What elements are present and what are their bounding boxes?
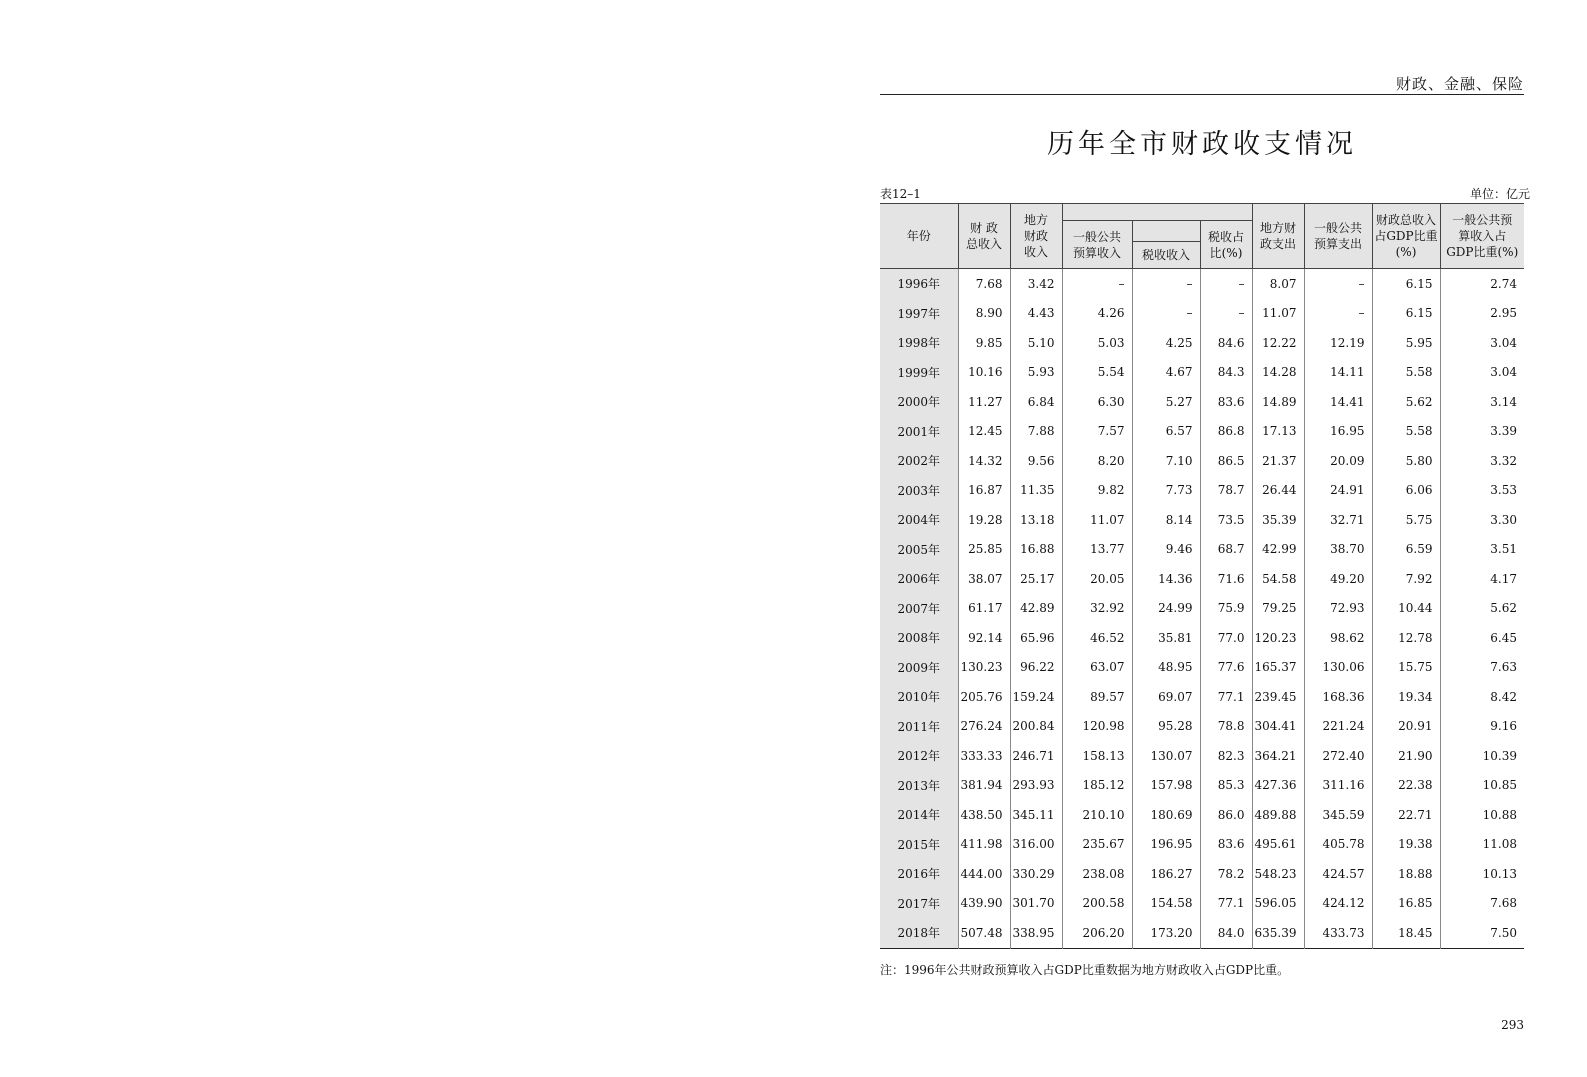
value-cell: 548.23 — [1252, 859, 1304, 889]
value-cell: 68.7 — [1200, 535, 1252, 565]
value-cell: 130.07 — [1132, 741, 1200, 771]
value-cell: 11.08 — [1440, 830, 1524, 860]
value-cell: 3.51 — [1440, 535, 1524, 565]
value-cell: 120.23 — [1252, 623, 1304, 653]
value-cell: 330.29 — [1010, 859, 1062, 889]
year-cell: 2012年 — [880, 741, 958, 771]
value-cell: 7.88 — [1010, 417, 1062, 447]
year-cell: 2015年 — [880, 830, 958, 860]
value-cell: 239.45 — [1252, 682, 1304, 712]
value-cell: 433.73 — [1304, 918, 1372, 948]
table-note: 注：1996年公共财政预算收入占GDP比重数据为地方财政收入占GDP比重。 — [880, 963, 1290, 977]
value-cell: 154.58 — [1132, 889, 1200, 919]
year-cell: 2013年 — [880, 771, 958, 801]
value-cell: 424.12 — [1304, 889, 1372, 919]
value-cell: 85.3 — [1200, 771, 1252, 801]
value-cell: 35.39 — [1252, 505, 1304, 535]
table-row — [880, 299, 1524, 329]
value-cell: 5.62 — [1440, 594, 1524, 624]
value-cell: 82.3 — [1200, 741, 1252, 771]
value-cell: 49.20 — [1304, 564, 1372, 594]
table-row — [880, 476, 1524, 506]
value-cell: 345.11 — [1010, 800, 1062, 830]
page-title: 历年全市财政收支情况 — [1047, 129, 1357, 160]
value-cell: 6.57 — [1132, 417, 1200, 447]
value-cell: 6.59 — [1372, 535, 1440, 565]
value-cell: 5.27 — [1132, 387, 1200, 417]
value-cell: 507.48 — [958, 918, 1010, 948]
year-cell: 2005年 — [880, 535, 958, 565]
table-row — [880, 859, 1524, 889]
value-cell: 77.1 — [1200, 889, 1252, 919]
table-row — [880, 682, 1524, 712]
value-cell: 77.1 — [1200, 682, 1252, 712]
value-cell: 635.39 — [1252, 918, 1304, 948]
value-cell: 157.98 — [1132, 771, 1200, 801]
table-row — [880, 535, 1524, 565]
value-cell: 14.36 — [1132, 564, 1200, 594]
value-cell: 495.61 — [1252, 830, 1304, 860]
value-cell: 4.25 — [1132, 328, 1200, 358]
value-cell: 8.14 — [1132, 505, 1200, 535]
value-cell: 12.78 — [1372, 623, 1440, 653]
value-cell: 32.71 — [1304, 505, 1372, 535]
value-cell: 5.62 — [1372, 387, 1440, 417]
value-cell: 130.23 — [958, 653, 1010, 683]
table-row — [880, 830, 1524, 860]
value-cell: 130.06 — [1304, 653, 1372, 683]
value-cell: 89.57 — [1062, 682, 1132, 712]
value-cell: 9.82 — [1062, 476, 1132, 506]
value-cell: 14.41 — [1304, 387, 1372, 417]
value-cell: 38.70 — [1304, 535, 1372, 565]
value-cell: 18.88 — [1372, 859, 1440, 889]
value-cell: 78.2 — [1200, 859, 1252, 889]
value-cell: 24.91 — [1304, 476, 1372, 506]
value-cell: 42.89 — [1010, 594, 1062, 624]
value-cell: 6.15 — [1372, 299, 1440, 329]
year-cell: 1998年 — [880, 328, 958, 358]
table-row — [880, 564, 1524, 594]
value-cell: 3.42 — [1010, 269, 1062, 299]
value-cell: 338.95 — [1010, 918, 1062, 948]
value-cell: 7.73 — [1132, 476, 1200, 506]
value-cell: – — [1132, 269, 1200, 299]
value-cell: 5.58 — [1372, 417, 1440, 447]
value-cell: 19.28 — [958, 505, 1010, 535]
value-cell: 22.71 — [1372, 800, 1440, 830]
value-cell: 381.94 — [958, 771, 1010, 801]
header-tax-revenue: 税收收入 — [1132, 242, 1200, 269]
header-total-revenue: 财 政 总收入 — [958, 204, 1010, 269]
value-cell: 7.57 — [1062, 417, 1132, 447]
value-cell: 63.07 — [1062, 653, 1132, 683]
value-cell: 304.41 — [1252, 712, 1304, 742]
value-cell: 86.5 — [1200, 446, 1252, 476]
value-cell: 65.96 — [1010, 623, 1062, 653]
value-cell: – — [1200, 299, 1252, 329]
value-cell: 84.0 — [1200, 918, 1252, 948]
value-cell: 196.95 — [1132, 830, 1200, 860]
table-number: 表12–1 — [880, 187, 921, 201]
value-cell: 10.16 — [958, 358, 1010, 388]
value-cell: 8.20 — [1062, 446, 1132, 476]
value-cell: 92.14 — [958, 623, 1010, 653]
value-cell: 18.45 — [1372, 918, 1440, 948]
value-cell: 22.38 — [1372, 771, 1440, 801]
table-row — [880, 594, 1524, 624]
value-cell: 3.30 — [1440, 505, 1524, 535]
header-general-budget-gdp: 一般公共预 算收入占 GDP比重(%) — [1440, 204, 1524, 269]
value-cell: 9.16 — [1440, 712, 1524, 742]
value-cell: – — [1200, 269, 1252, 299]
value-cell: 158.13 — [1062, 741, 1132, 771]
value-cell: 7.68 — [958, 269, 1010, 299]
year-cell: 2000年 — [880, 387, 958, 417]
value-cell: 17.13 — [1252, 417, 1304, 447]
value-cell: 411.98 — [958, 830, 1010, 860]
value-cell: 4.67 — [1132, 358, 1200, 388]
value-cell: 3.04 — [1440, 358, 1524, 388]
table-row — [880, 800, 1524, 830]
value-cell: 7.92 — [1372, 564, 1440, 594]
value-cell: 5.93 — [1010, 358, 1062, 388]
value-cell: 20.09 — [1304, 446, 1372, 476]
value-cell: 46.52 — [1062, 623, 1132, 653]
value-cell: 12.19 — [1304, 328, 1372, 358]
value-cell: 11.07 — [1252, 299, 1304, 329]
value-cell: 25.17 — [1010, 564, 1062, 594]
year-cell: 1999年 — [880, 358, 958, 388]
value-cell: 54.58 — [1252, 564, 1304, 594]
value-cell: 185.12 — [1062, 771, 1132, 801]
value-cell: 16.95 — [1304, 417, 1372, 447]
value-cell: 276.24 — [958, 712, 1010, 742]
value-cell: 3.04 — [1440, 328, 1524, 358]
value-cell: 5.95 — [1372, 328, 1440, 358]
value-cell: 42.99 — [1252, 535, 1304, 565]
value-cell: 7.68 — [1440, 889, 1524, 919]
value-cell: 12.22 — [1252, 328, 1304, 358]
value-cell: 159.24 — [1010, 682, 1062, 712]
value-cell: 120.98 — [1062, 712, 1132, 742]
value-cell: 7.63 — [1440, 653, 1524, 683]
value-cell: 14.32 — [958, 446, 1010, 476]
header-blank — [1132, 221, 1200, 242]
value-cell: – — [1132, 299, 1200, 329]
year-cell: 2017年 — [880, 889, 958, 919]
table-row — [880, 771, 1524, 801]
value-cell: 180.69 — [1132, 800, 1200, 830]
value-cell: 20.91 — [1372, 712, 1440, 742]
table-row — [880, 712, 1524, 742]
value-cell: 13.18 — [1010, 505, 1062, 535]
value-cell: 75.9 — [1200, 594, 1252, 624]
table-row — [880, 328, 1524, 358]
value-cell: 35.81 — [1132, 623, 1200, 653]
value-cell: 48.95 — [1132, 653, 1200, 683]
table-row — [880, 387, 1524, 417]
header-local-expenditure: 地方财 政支出 — [1252, 204, 1304, 269]
value-cell: 206.20 — [1062, 918, 1132, 948]
table-wrapper — [880, 203, 1524, 949]
value-cell: 238.08 — [1062, 859, 1132, 889]
value-cell: 316.00 — [1010, 830, 1062, 860]
value-cell: 345.59 — [1304, 800, 1372, 830]
value-cell: 8.07 — [1252, 269, 1304, 299]
value-cell: 3.14 — [1440, 387, 1524, 417]
header-total-revenue-gdp: 财政总收入 占GDP比重 (%) — [1372, 204, 1440, 269]
value-cell: 7.50 — [1440, 918, 1524, 948]
value-cell: 272.40 — [1304, 741, 1372, 771]
value-cell: 72.93 — [1304, 594, 1372, 624]
year-cell: 1997年 — [880, 299, 958, 329]
value-cell: 5.58 — [1372, 358, 1440, 388]
value-cell: 8.90 — [958, 299, 1010, 329]
value-cell: 3.53 — [1440, 476, 1524, 506]
value-cell: 11.27 — [958, 387, 1010, 417]
table-row — [880, 918, 1524, 948]
header-rule — [880, 94, 1524, 95]
value-cell: 200.58 — [1062, 889, 1132, 919]
value-cell: 86.8 — [1200, 417, 1252, 447]
value-cell: 73.5 — [1200, 505, 1252, 535]
value-cell: 5.03 — [1062, 328, 1132, 358]
value-cell: 5.10 — [1010, 328, 1062, 358]
value-cell: 11.07 — [1062, 505, 1132, 535]
value-cell: 95.28 — [1132, 712, 1200, 742]
value-cell: 438.50 — [958, 800, 1010, 830]
value-cell: 3.39 — [1440, 417, 1524, 447]
year-cell: 2001年 — [880, 417, 958, 447]
value-cell: 78.7 — [1200, 476, 1252, 506]
fiscal-table — [880, 203, 1524, 949]
value-cell: 15.75 — [1372, 653, 1440, 683]
header-year: 年份 — [880, 204, 958, 269]
value-cell: 205.76 — [958, 682, 1010, 712]
value-cell: 221.24 — [1304, 712, 1372, 742]
value-cell: 2.95 — [1440, 299, 1524, 329]
value-cell: 424.57 — [1304, 859, 1372, 889]
header-general-budget-revenue: 一般公共 预算收入 — [1062, 221, 1132, 269]
value-cell: 32.92 — [1062, 594, 1132, 624]
value-cell: 12.45 — [958, 417, 1010, 447]
value-cell: 4.17 — [1440, 564, 1524, 594]
header-general-budget-expenditure: 一般公共 预算支出 — [1304, 204, 1372, 269]
value-cell: – — [1304, 299, 1372, 329]
value-cell: 19.34 — [1372, 682, 1440, 712]
value-cell: 439.90 — [958, 889, 1010, 919]
value-cell: 186.27 — [1132, 859, 1200, 889]
table-header — [880, 204, 1524, 269]
value-cell: 61.17 — [958, 594, 1010, 624]
value-cell: 98.62 — [1304, 623, 1372, 653]
value-cell: 9.85 — [958, 328, 1010, 358]
value-cell: 200.84 — [1010, 712, 1062, 742]
table-row — [880, 269, 1524, 299]
table-row — [880, 417, 1524, 447]
year-cell: 2010年 — [880, 682, 958, 712]
value-cell: 4.43 — [1010, 299, 1062, 329]
value-cell: 13.77 — [1062, 535, 1132, 565]
table-row — [880, 741, 1524, 771]
value-cell: 5.54 — [1062, 358, 1132, 388]
table-row — [880, 623, 1524, 653]
value-cell: 21.37 — [1252, 446, 1304, 476]
value-cell: 25.85 — [958, 535, 1010, 565]
value-cell: 444.00 — [958, 859, 1010, 889]
value-cell: 19.38 — [1372, 830, 1440, 860]
value-cell: – — [1304, 269, 1372, 299]
value-cell: 38.07 — [958, 564, 1010, 594]
table-body — [880, 269, 1524, 949]
value-cell: 96.22 — [1010, 653, 1062, 683]
value-cell: 6.06 — [1372, 476, 1440, 506]
table-row — [880, 889, 1524, 919]
value-cell: 489.88 — [1252, 800, 1304, 830]
value-cell: 83.6 — [1200, 830, 1252, 860]
value-cell: 77.0 — [1200, 623, 1252, 653]
value-cell: 3.32 — [1440, 446, 1524, 476]
value-cell: 9.46 — [1132, 535, 1200, 565]
header-local-revenue: 地方 财政 收入 — [1010, 204, 1062, 269]
value-cell: 6.84 — [1010, 387, 1062, 417]
value-cell: 596.05 — [1252, 889, 1304, 919]
value-cell: 69.07 — [1132, 682, 1200, 712]
year-cell: 2003年 — [880, 476, 958, 506]
value-cell: 14.89 — [1252, 387, 1304, 417]
value-cell: 427.36 — [1252, 771, 1304, 801]
value-cell: 79.25 — [1252, 594, 1304, 624]
value-cell: 10.85 — [1440, 771, 1524, 801]
value-cell: 84.6 — [1200, 328, 1252, 358]
value-cell: 10.44 — [1372, 594, 1440, 624]
value-cell: 293.93 — [1010, 771, 1062, 801]
year-cell: 2016年 — [880, 859, 958, 889]
value-cell: 83.6 — [1200, 387, 1252, 417]
table-row — [880, 446, 1524, 476]
value-cell: 8.42 — [1440, 682, 1524, 712]
year-cell: 2006年 — [880, 564, 958, 594]
value-cell: 86.0 — [1200, 800, 1252, 830]
value-cell: 5.80 — [1372, 446, 1440, 476]
value-cell: 405.78 — [1304, 830, 1372, 860]
header-group-blank — [1062, 204, 1252, 221]
value-cell: 301.70 — [1010, 889, 1062, 919]
value-cell: 71.6 — [1200, 564, 1252, 594]
year-cell: 2007年 — [880, 594, 958, 624]
value-cell: 173.20 — [1132, 918, 1200, 948]
value-cell: 16.88 — [1010, 535, 1062, 565]
year-cell: 2011年 — [880, 712, 958, 742]
value-cell: 14.11 — [1304, 358, 1372, 388]
section-header: 财政、金融、保险 — [1395, 75, 1524, 93]
value-cell: 165.37 — [1252, 653, 1304, 683]
value-cell: 168.36 — [1304, 682, 1372, 712]
value-cell: 77.6 — [1200, 653, 1252, 683]
value-cell: 333.33 — [958, 741, 1010, 771]
value-cell: 311.16 — [1304, 771, 1372, 801]
year-cell: 1996年 — [880, 269, 958, 299]
value-cell: 10.39 — [1440, 741, 1524, 771]
year-cell: 2002年 — [880, 446, 958, 476]
header-tax-share: 税收占 比(%) — [1200, 221, 1252, 269]
value-cell: 16.85 — [1372, 889, 1440, 919]
year-cell: 2014年 — [880, 800, 958, 830]
value-cell: 78.8 — [1200, 712, 1252, 742]
year-cell: 2009年 — [880, 653, 958, 683]
year-cell: 2018年 — [880, 918, 958, 948]
value-cell: 5.75 — [1372, 505, 1440, 535]
value-cell: 10.88 — [1440, 800, 1524, 830]
value-cell: 6.30 — [1062, 387, 1132, 417]
value-cell: 21.90 — [1372, 741, 1440, 771]
value-cell: 26.44 — [1252, 476, 1304, 506]
value-cell: 235.67 — [1062, 830, 1132, 860]
value-cell: 4.26 — [1062, 299, 1132, 329]
value-cell: 210.10 — [1062, 800, 1132, 830]
year-cell: 2004年 — [880, 505, 958, 535]
table-row — [880, 505, 1524, 535]
table-row — [880, 653, 1524, 683]
year-cell: 2008年 — [880, 623, 958, 653]
value-cell: 2.74 — [1440, 269, 1524, 299]
page-number: 293 — [1501, 1018, 1524, 1032]
value-cell: 6.45 — [1440, 623, 1524, 653]
value-cell: – — [1062, 269, 1132, 299]
value-cell: 11.35 — [1010, 476, 1062, 506]
value-cell: 16.87 — [958, 476, 1010, 506]
value-cell: 364.21 — [1252, 741, 1304, 771]
value-cell: 9.56 — [1010, 446, 1062, 476]
value-cell: 10.13 — [1440, 859, 1524, 889]
table-row — [880, 358, 1524, 388]
unit-label: 单位：亿元 — [1469, 187, 1530, 201]
value-cell: 7.10 — [1132, 446, 1200, 476]
value-cell: 246.71 — [1010, 741, 1062, 771]
value-cell: 20.05 — [1062, 564, 1132, 594]
value-cell: 84.3 — [1200, 358, 1252, 388]
value-cell: 6.15 — [1372, 269, 1440, 299]
value-cell: 24.99 — [1132, 594, 1200, 624]
value-cell: 14.28 — [1252, 358, 1304, 388]
